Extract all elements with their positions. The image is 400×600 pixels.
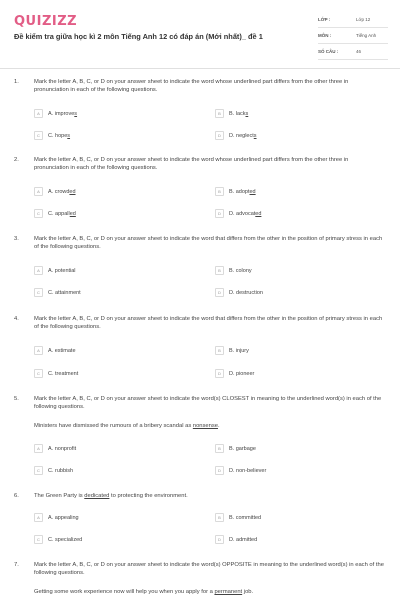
option-text: D. admitted <box>229 536 258 543</box>
question-number: 3. <box>14 236 19 242</box>
option-letter-box: A <box>34 187 43 196</box>
option-letter-box: B <box>215 266 224 275</box>
option-text: D. destruction <box>229 289 263 296</box>
header-divider <box>0 68 400 69</box>
option-letter-box: D <box>215 131 224 140</box>
option-a[interactable] <box>34 444 76 453</box>
option-letter-box: C <box>34 131 43 140</box>
option-text: A. crowded <box>48 188 76 195</box>
question-prompt: Mark the letter A, B, C, or D on your answer sheet to indicate the word(s) OPPOSITE in meaning to the underlined word(s) in each of the following questions. <box>34 562 384 576</box>
option-letter-box: C <box>34 369 43 378</box>
meta-row-subject <box>318 28 388 44</box>
option-text: A. appealing <box>48 514 79 521</box>
option-a[interactable] <box>34 187 76 196</box>
option-b[interactable] <box>215 346 249 355</box>
option-letter-box: D <box>215 535 224 544</box>
option-text: D. advocated <box>229 210 262 217</box>
option-letter-box: C <box>34 466 43 475</box>
option-letter-box: A <box>34 513 43 522</box>
question-number: 7. <box>14 562 19 568</box>
option-text: B. colony <box>229 267 252 274</box>
option-b[interactable] <box>215 513 261 522</box>
option-letter-box: A <box>34 346 43 355</box>
meta-row-question-count <box>318 44 388 60</box>
option-text: B. committed <box>229 514 262 521</box>
option-letter-box: D <box>215 288 224 297</box>
option-text: D. pioneer <box>229 370 255 377</box>
option-text: B. lacks <box>229 110 249 117</box>
option-c[interactable] <box>34 209 76 218</box>
option-c[interactable] <box>34 131 70 140</box>
option-letter-box: C <box>34 535 43 544</box>
option-a[interactable] <box>34 513 79 522</box>
question-prompt: Mark the letter A, B, C, or D on your answer sheet to indicate the word(s) CLOSEST in meaning to the underlined word(s) in each of the following questions. <box>34 396 382 410</box>
question-number: 1. <box>14 79 19 85</box>
option-d[interactable] <box>215 466 266 475</box>
option-c[interactable] <box>34 466 73 475</box>
option-b[interactable] <box>215 109 248 118</box>
option-d[interactable] <box>215 131 257 140</box>
option-text: C. treatment <box>48 370 79 377</box>
option-text: C. hopes <box>48 132 71 139</box>
option-b[interactable] <box>215 266 252 275</box>
option-letter-box: B <box>215 187 224 196</box>
option-text: A. potential <box>48 267 76 274</box>
option-text: B. injury <box>229 347 249 354</box>
option-c[interactable] <box>34 288 81 297</box>
option-letter-box: D <box>215 369 224 378</box>
option-text: C. specialized <box>48 536 83 543</box>
option-c[interactable] <box>34 369 78 378</box>
option-a[interactable] <box>34 346 76 355</box>
option-text: A. estimate <box>48 347 76 354</box>
option-letter-box: C <box>34 288 43 297</box>
option-text: C. rubbish <box>48 467 74 474</box>
meta-label: LỚP : <box>318 17 331 22</box>
option-a[interactable] <box>34 266 76 275</box>
question-number: 6. <box>14 493 19 499</box>
question-number: 2. <box>14 157 19 163</box>
option-text: D. non-believer <box>229 467 267 474</box>
question-prompt: Mark the letter A, B, C, or D on your answer sheet to indicate the word that differs from the other in the position of primary stress in each of the following questions. <box>34 316 383 330</box>
option-letter-box: A <box>34 266 43 275</box>
option-d[interactable] <box>215 535 257 544</box>
option-letter-box: B <box>215 513 224 522</box>
meta-value: Lớp 12 <box>356 17 371 22</box>
meta-row-class <box>318 12 388 28</box>
option-a[interactable] <box>34 109 77 118</box>
question-prompt: Mark the letter A, B, C, or D on your answer sheet to indicate the word whose underlined part differs from the other three in pronunciation in each of the following questions. <box>34 157 349 171</box>
meta-label: MÔN : <box>318 33 332 38</box>
worksheet-title: Đề kiểm tra giữa học kì 2 môn Tiếng Anh 12 có đáp án (Mới nhất)_ đề 1 <box>14 32 263 41</box>
option-b[interactable] <box>215 444 256 453</box>
option-d[interactable] <box>215 369 254 378</box>
question-number: 5. <box>14 396 19 402</box>
option-letter-box: B <box>215 346 224 355</box>
question-prompt: Mark the letter A, B, C, or D on your answer sheet to indicate the word whose underlined part differs from the other three in pronunciation in each of the following questions. <box>34 79 349 93</box>
question-number: 4. <box>14 316 19 322</box>
question-sentence: Ministers have dismissed the rumours of a bribery scandal as nonsense. <box>34 423 220 429</box>
option-text: A. improves <box>48 110 78 117</box>
option-b[interactable] <box>215 187 256 196</box>
question-prompt: Mark the letter A, B, C, or D on your answer sheet to indicate the word that differs from the other in the position of primary stress in each of the following questions. <box>34 236 383 250</box>
option-c[interactable] <box>34 535 82 544</box>
option-text: C. attainment <box>48 289 81 296</box>
quizizz-logo: QUIZIZZ <box>14 14 78 29</box>
meta-label: SỐ CÂU : <box>318 49 339 54</box>
option-letter-box: B <box>215 109 224 118</box>
option-letter-box: C <box>34 209 43 218</box>
option-letter-box: B <box>215 444 224 453</box>
meta-value: Tiếng Anh <box>356 33 377 38</box>
option-letter-box: D <box>215 209 224 218</box>
option-text: A. nonprofit <box>48 445 77 452</box>
option-text: B. garbage <box>229 445 256 452</box>
option-text: D. neglects <box>229 132 257 139</box>
meta-value: 46 <box>356 49 362 54</box>
worksheet-meta <box>318 12 388 60</box>
option-letter-box: A <box>34 109 43 118</box>
option-letter-box: A <box>34 444 43 453</box>
question-sentence: Getting some work experience now will help you when you apply for a permanent job. <box>34 589 254 595</box>
option-text: C. appalled <box>48 210 76 217</box>
question-prompt: The Green Party is dedicated to protecting the environment. <box>34 493 188 499</box>
option-text: B. adopted <box>229 188 256 195</box>
option-letter-box: D <box>215 466 224 475</box>
option-d[interactable] <box>215 288 263 297</box>
option-d[interactable] <box>215 209 261 218</box>
